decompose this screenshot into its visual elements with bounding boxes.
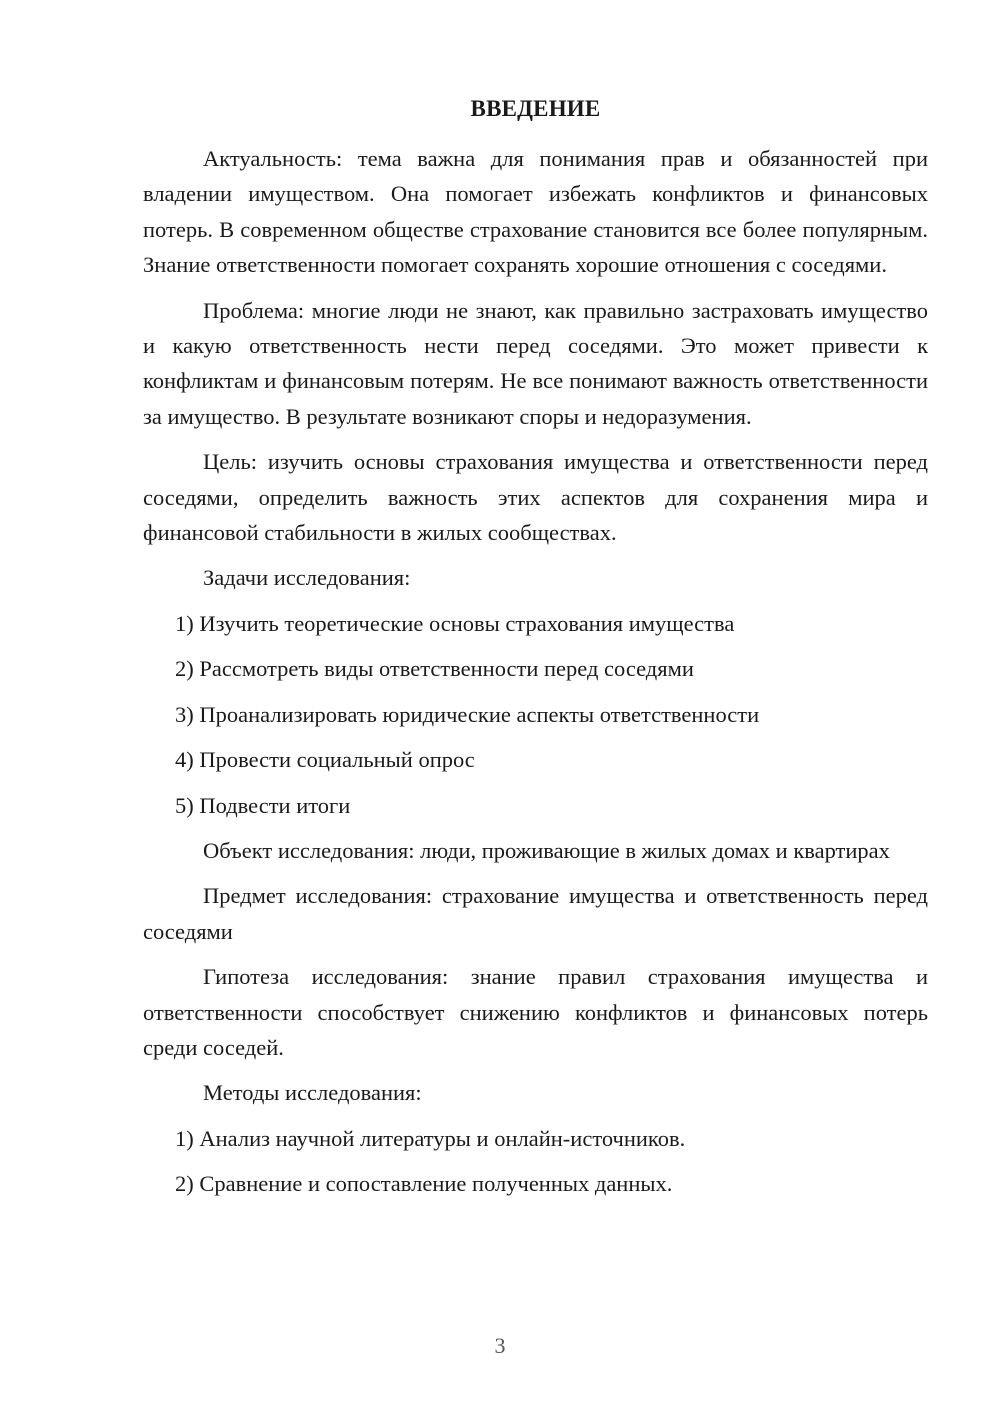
list-item: 5) Подвести итоги — [175, 792, 351, 818]
list-item: 2) Сравнение и сопоставление полученных данных. — [175, 1171, 673, 1197]
goal-paragraph: Цель: изучить основы страхования имущества и ответственности перед соседями, определить важность этих аспектов для сохранения мира и финансовой стабильности в жилых сообществах. — [143, 449, 928, 546]
subject-paragraph: Предмет исследования: страхование имущества и ответственность перед соседями — [143, 883, 928, 944]
list-item: 3) Проанализировать юридические аспекты ответственности — [175, 701, 760, 727]
object-paragraph: Объект исследования: люди, проживающие в жилых домах и квартирах — [203, 837, 890, 863]
list-item: 1) Анализ научной литературы и онлайн-источников. — [175, 1125, 686, 1151]
hypothesis-paragraph: Гипотеза исследования: знание правил страхования имущества и ответственности способствует снижению конфликтов и финансовых потерь среди соседей. — [143, 964, 928, 1060]
page-title: ВВЕДЕНИЕ — [470, 96, 601, 121]
document-body — [143, 141, 928, 1212]
page-number: 3 — [494, 1333, 506, 1358]
methods-list — [143, 1121, 928, 1202]
relevance-paragraph: Актуальность: тема важна для понимания прав и обязанностей при владении имуществом. Она помогает избежать конфликтов и финансовых потерь. В современном обществе страхование становится все более популярным. Знание ответственности помогает сохранять хорошие отношения с соседями. — [143, 146, 928, 278]
tasks-heading: Задачи исследования: — [203, 565, 411, 591]
problem-paragraph: Проблема: многие люди не знают, как правильно застраховать имущество и какую ответственность нести перед соседями. Это может привести к конфликтам и финансовым потерям. Не все понимают важность ответственности за имущество. В результате возникают споры и недоразумения. — [143, 297, 928, 429]
list-item: 1) Изучить теоретические основы страхования имущества — [175, 610, 735, 636]
methods-heading: Методы исследования: — [203, 1080, 422, 1106]
list-item: 2) Рассмотреть виды ответственности перед соседями — [175, 656, 694, 682]
list-item: 4) Провести социальный опрос — [175, 747, 475, 773]
tasks-list — [143, 606, 928, 823]
